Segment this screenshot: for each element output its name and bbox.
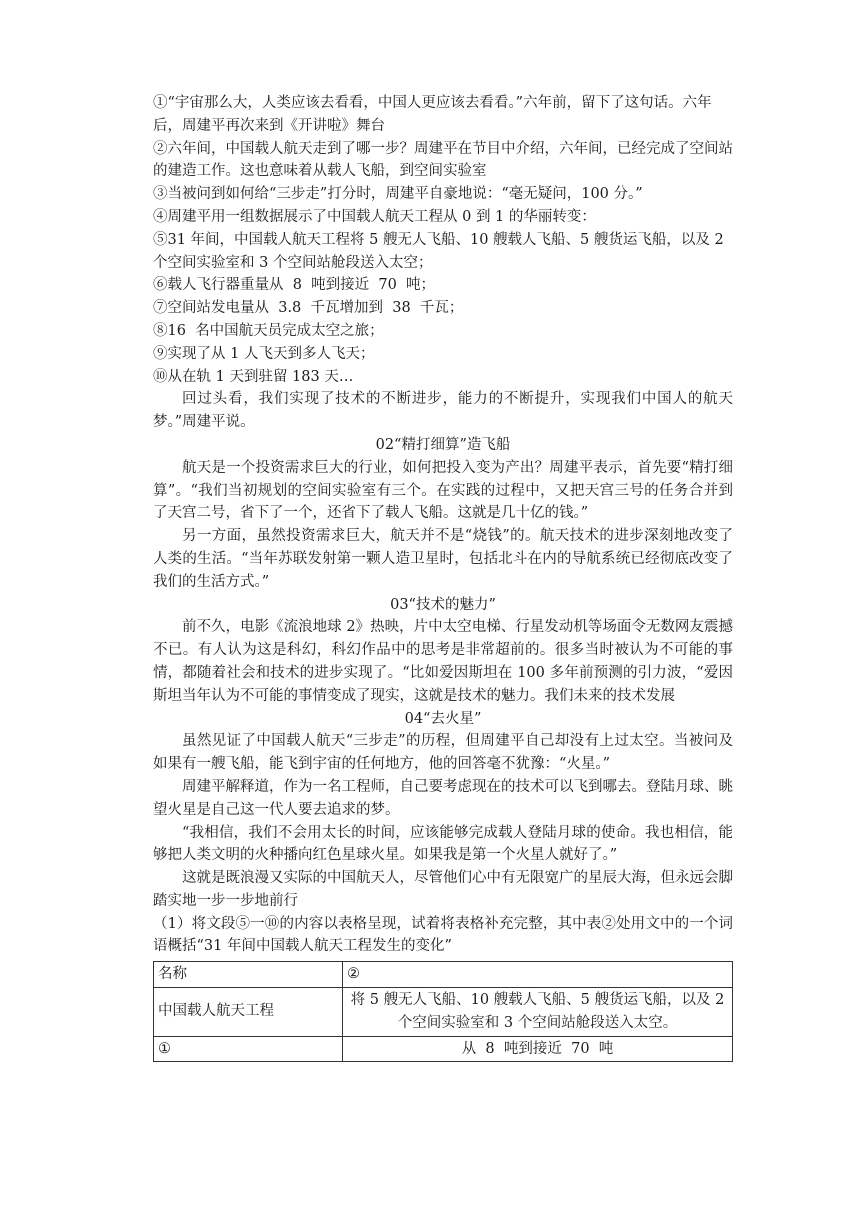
section-3-heading: 03“技术的魅力” [390,596,496,613]
intro-line-3: ③当被问到如何给“三步走”打分时，周建平自豪地说：“毫无疑问，100 分。” [153,186,643,203]
intro-line-5: ⑤31 年间，中国载人航天工程将 5 艘无人飞船、10 艘载人飞船、5 艘货运飞船，以及 2 个空间实验室和 3 个空间站舱段送入太空； [153,231,724,271]
intro-line-8: ⑧16 名中国航天员完成太空之旅； [153,322,384,339]
intro-line-9: ⑨实现了从 1 人飞天到多人飞天； [153,345,375,362]
section-2-paragraph-2: 另一方面，虽然投资需求巨大，航天并不是“烧钱”的。航天技术的进步深刻地改变了人类的生活。“当年苏联发射第一颗人造卫星时，包括北斗在内的导航系统已经彻底改变了我们的生活方式。” [153,528,733,590]
section-4-paragraph-2: 周建平解释道，作为一名工程师，自己要考虑现在的技术可以飞到哪去。登陆月球、眺望火星是自己这一代人要去追求的梦。 [153,778,733,818]
table-cell-blank-1[interactable]: ① [154,1036,343,1062]
section-4-paragraph-4: 这就是既浪漫又实际的中国航天人，尽管他们心中有无限宽广的星辰大海，但永远会脚踏实地一步一步地前行 [153,870,733,909]
intro-line-1: ①“宇宙那么大，人类应该去看看，中国人更应该去看看。”六年前，留下了这句话。六年后，周建平再次来到《开讲啦》舞台 [153,95,712,134]
section-4-paragraph-1: 虽然见证了中国载人航天“三步走”的历程，但周建平自己却没有上过太空。当被问及如果有一艘飞船，能飞到宇宙的任何地方，他的回答毫不犹豫：“火星。” [153,733,733,773]
answer-table [153,961,733,1062]
section-4-paragraph-3: “我相信，我们不会用太长的时间，应该能够完成载人登陆月球的使命。我也相信，能够把人类文明的火种播向红色星球火星。如果我是第一个火星人就好了。” [153,824,733,864]
question-1: （1）将文段⑤一⑩的内容以表格呈现，试着将表格补充完整，其中表②处用文中的一个词语概括“31 年间中国载人航天工程发生的变化” [153,915,733,955]
intro-line-4: ④周建平用一组数据展示了中国载人航天工程从 0 到 1 的华丽转变： [153,208,596,225]
table-row [154,988,733,1037]
table-cell-project-detail: 将 5 艘无人飞船、10 艘载人飞船、5 艘货运飞船，以及 2 个空间实验室和 3 个空间站舱段送入太空。 [343,988,733,1037]
table-cell-project-name: 中国载人航天工程 [154,988,343,1037]
intro-line-10: ⑩从在轨 1 天到驻留 183 天… [153,368,354,385]
table-cell-blank-2[interactable]: ② [343,962,733,988]
table-row [154,1036,733,1062]
document-page [153,92,733,1062]
intro-line-7: ⑦空间站发电量从 3.8 千瓦增加到 38 千瓦； [153,300,464,317]
intro-block [153,92,733,388]
review-paragraph: 回过头看，我们实现了技术的不断进步，能力的不断提升，实现我们中国人的航天梦。”周建平说。 [153,391,733,431]
section-2-paragraph-1: 航天是一个投资需求巨大的行业，如何把投入变为产出？周建平表示，首先要“精打细算”。“我们当初规划的空间实验室有三个。在实践的过程中，又把天宫三号的任务合并到了天宫二号，省下了一个，还省下了载人飞船。这就是几十亿的钱。” [153,459,733,522]
table-row [154,962,733,988]
section-2-heading: 02“精打细算”造飞船 [375,436,511,453]
intro-line-6: ⑥载人飞行器重量从 8 吨到接近 70 吨； [153,277,436,294]
table-cell-weight-detail: 从 8 吨到接近 70 吨 [343,1036,733,1062]
section-4-heading: 04“去火星” [404,710,482,727]
section-3-paragraph-1: 前不久，电影《流浪地球 2》热映，片中太空电梯、行星发动机等场面令无数网友震撼不已。有人认为这是科幻，科幻作品中的思考是非常超前的。很多当时被认为不可能的事情，都随着社会和技术的进步实现了。“比如爱因斯坦在 100 多年前预测的引力波，“爱因斯坦当年认为不可能的事情变成了现实，这就是技术的魅力。我们未来的技术发展 [153,619,733,704]
table-cell-name-header: 名称 [154,962,343,988]
intro-line-2: ②六年间，中国载人航天走到了哪一步？周建平在节目中介绍，六年间，已经完成了空间站的建造工作。这也意味着从载人飞船，到空间实验室 [153,140,733,180]
